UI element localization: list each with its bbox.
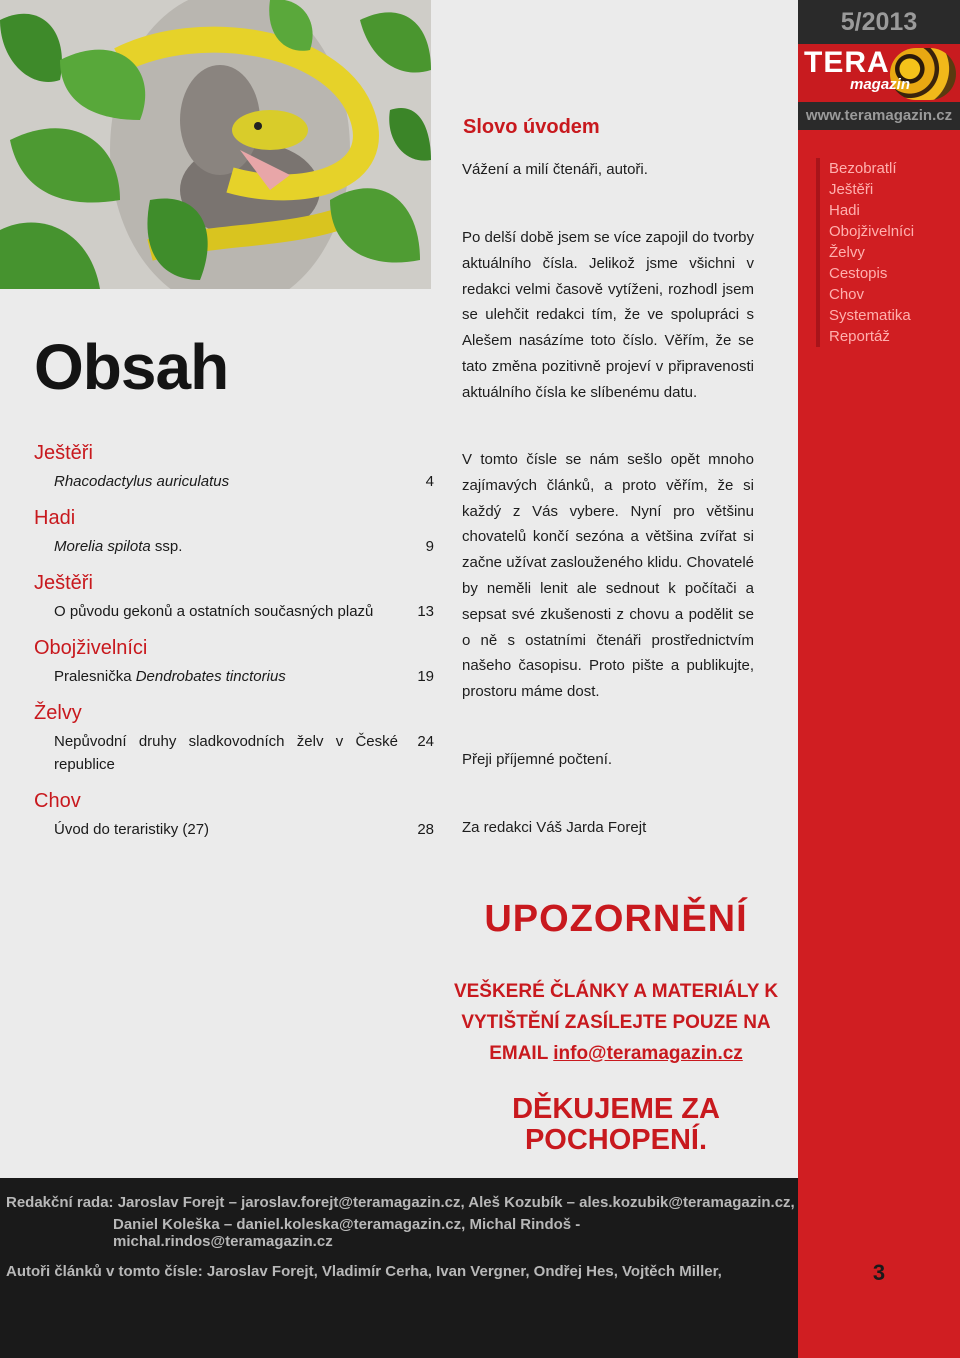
toc-title: Morelia spilota ssp.	[54, 538, 183, 555]
intro-paragraph-1: Po delší době jsem se více zapojil do tvorby aktuálního čísla. Jelikož jsme všichni v redakci velmi časově vytíženi, rozhodl jsem se ulehčit redakci tím, že ve spolupráci s Alešem nasázíme toto číslo. Věřím, že se tato změna pozitivně projeví v připravenosti aktuálního čísla ke slíbenému datu.	[462, 229, 754, 401]
page-number: 3	[872, 1260, 886, 1285]
article-authors: Autoři článků v tomto čísle: Jaroslav Forejt, Vladimír Cerha, Ivan Vergner, Ondřej Hes, Vojtěch Miller,	[6, 1263, 722, 1280]
editorial-board-line-2: Daniel Koleška – daniel.koleska@teramagazin.cz, Michal Rindoš - michal.rindos@teramagazin.cz	[113, 1216, 581, 1250]
notice-line-2: VYTIŠTĚNÍ ZASÍLEJTE POUZE NA	[461, 1012, 771, 1033]
toc-entry[interactable]	[34, 700, 434, 776]
nav-item-hadi[interactable]: Hadi	[816, 200, 914, 221]
intro-closing: Přeji příjemné počtení.	[462, 751, 613, 768]
section-nav	[816, 158, 914, 347]
toc-page-number: 9	[425, 538, 434, 555]
intro-greeting: Vážení a milí čtenáři, autoři.	[462, 161, 648, 178]
toc-title: Rhacodactylus auriculatus	[54, 473, 230, 490]
toc-category: Želvy	[34, 702, 82, 724]
toc-title: Nepůvodní druhy sladkovodních želv v České republice	[54, 733, 398, 773]
issue-number: 5/2013	[798, 0, 960, 44]
nav-item-reportaz[interactable]: Reportáž	[816, 326, 914, 347]
notice-title: UPOZORNĚNÍ	[484, 898, 748, 940]
logo-text: TERA	[804, 46, 890, 79]
logo-subtext: magazin	[850, 76, 911, 93]
toc-entry[interactable]	[34, 505, 434, 558]
toc-category: Ještěři	[34, 572, 93, 594]
nav-item-chov[interactable]: Chov	[816, 284, 914, 305]
intro-signature: Za redakci Váš Jarda Forejt	[462, 819, 647, 836]
table-of-contents	[34, 440, 434, 853]
toc-category: Hadi	[34, 507, 76, 529]
notice-email-link[interactable]: info@teramagazin.cz	[553, 1043, 743, 1064]
toc-category: Chov	[34, 790, 81, 812]
sidebar	[798, 0, 960, 1358]
toc-title: Úvod do teraristiky (27)	[54, 821, 210, 838]
toc-page-number: 19	[417, 668, 434, 685]
editorial-board-line-1: Redakční rada: Jaroslav Forejt – jaroslav.forejt@teramagazin.cz, Aleš Kozubík – ales.kozubik@teramagazin.cz,	[6, 1194, 795, 1211]
toc-page-number: 28	[417, 821, 434, 838]
intro-paragraph-2: V tomto čísle se nám sešlo opět mnoho zajímavých článků, a proto věřím, že si každý z Vás vybere. Nyní pro většinu chovatelů končí sezóna a většina zvířat si začne užívat zaslouženého klidu. Chovatelé by neměli lenit ale sednout k počítači a sepsat své zkušenosti z chovu a podělit se o ně s ostatními čtenáři prostřednictvím našeho časopisu. Proto pište a publikujte, prostoru máme dost.	[462, 451, 754, 701]
nav-item-obojzivelnici[interactable]: Obojživelníci	[816, 221, 914, 242]
magazine-logo[interactable]	[798, 44, 960, 102]
toc-title: O původu gekonů a ostatních současných plazů	[54, 603, 374, 620]
page-title: Obsah	[34, 331, 229, 403]
toc-title: Pralesnička Dendrobates tinctorius	[54, 668, 286, 685]
nav-item-cestopis[interactable]: Cestopis	[816, 263, 914, 284]
toc-entry[interactable]	[34, 440, 434, 493]
toc-entry[interactable]	[34, 570, 434, 623]
toc-page-number: 13	[417, 603, 434, 620]
notice-body	[452, 976, 780, 1069]
snake-photo-illustration	[0, 0, 431, 289]
nav-item-jesteri[interactable]: Ještěři	[816, 179, 914, 200]
cover-photo	[0, 0, 431, 289]
toc-category: Obojživelníci	[34, 637, 148, 659]
nav-item-bezobratli[interactable]: Bezobratlí	[816, 158, 914, 179]
footer	[0, 1178, 798, 1358]
website-link[interactable]: www.teramagazin.cz	[798, 102, 960, 130]
toc-page-number: 4	[425, 473, 434, 490]
toc-entry[interactable]	[34, 788, 434, 841]
toc-entry[interactable]	[34, 635, 434, 688]
nav-item-zelvy[interactable]: Želvy	[816, 242, 914, 263]
toc-page-number: 24	[417, 733, 434, 750]
notice-thanks: DĚKUJEME ZA POCHOPENÍ.	[512, 1093, 720, 1156]
toc-category: Ještěři	[34, 442, 93, 464]
nav-item-systematika[interactable]: Systematika	[816, 305, 914, 326]
notice-line-1: VEŠKERÉ ČLÁNKY A MATERIÁLY K	[453, 981, 779, 1002]
notice-line-3: EMAIL info@teramagazin.cz	[489, 1043, 743, 1064]
intro-heading: Slovo úvodem	[463, 116, 600, 138]
